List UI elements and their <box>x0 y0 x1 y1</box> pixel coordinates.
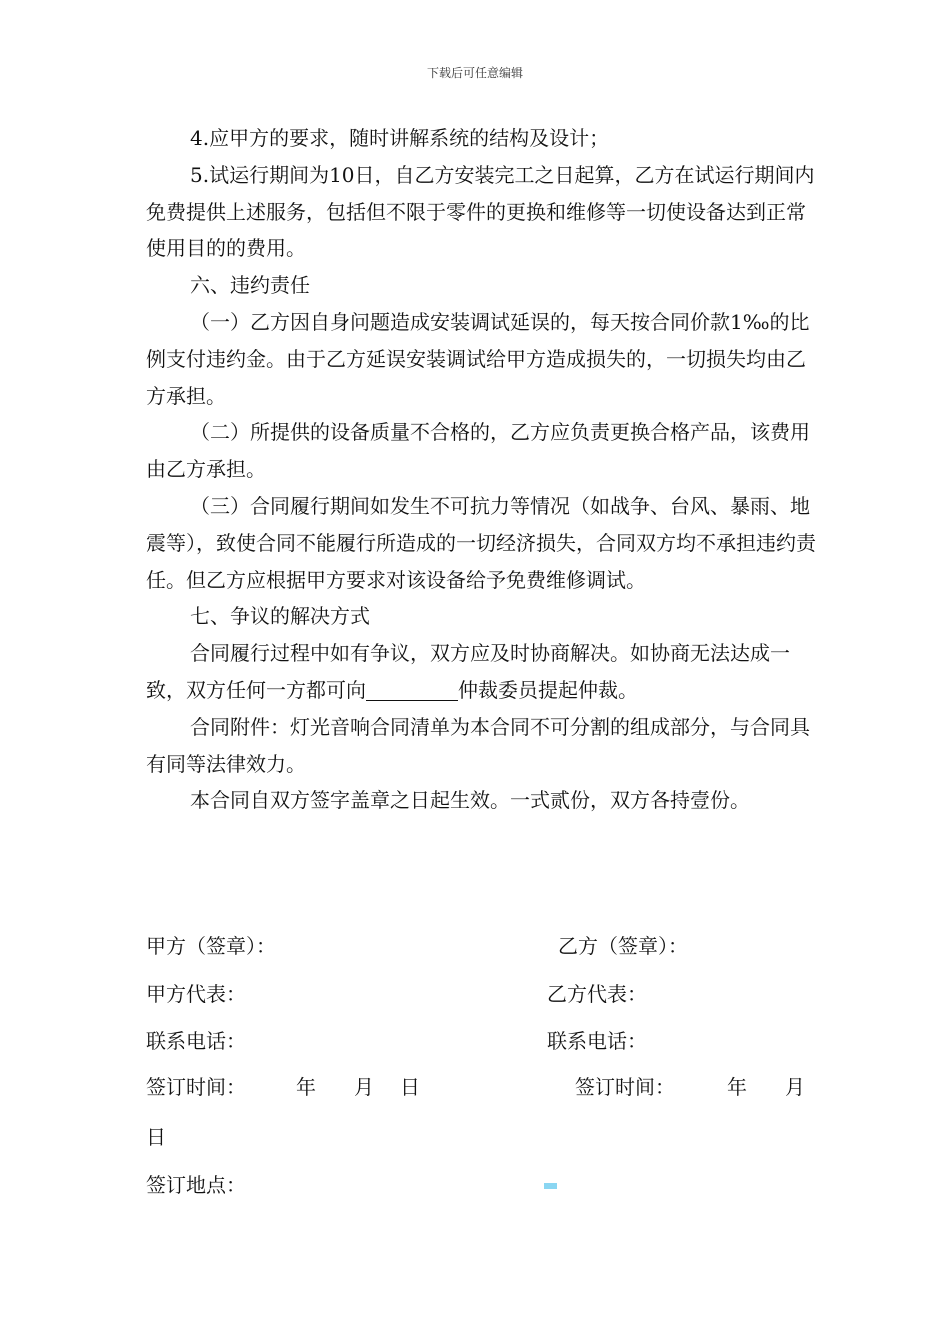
party-a-seal-label: 甲方（签章）： <box>146 934 276 958</box>
clause-6-2: （二）所提供的设备质量不合格的，乙方应负责更换合格产品，该费用由乙方承担。 <box>146 420 810 482</box>
signing-place-label: 签订地点： <box>146 1173 246 1197</box>
clause-6-3: （三）合同履行期间如发生不可抗力等情况（如战争、台风、暴雨、地震等），致使合同不能履行所造成的一切经济损失，合同双方均不承担违约责任。但乙方应根据甲方要求对该设备给予免费维修调试。 <box>146 493 816 592</box>
section-6-heading: 六、违约责任 <box>190 273 310 298</box>
party-b-rep-label: 乙方代表： <box>547 982 647 1006</box>
dispute-text-before: 合同履行过程中如有争议，双方应及时协商解决。如协商无法达成一致，双方任何一方都可向 <box>146 641 790 702</box>
contract-body <box>146 120 816 819</box>
party-b-day: 日 <box>146 1125 166 1149</box>
party-b-phone-label: 联系电话： <box>547 1029 647 1053</box>
party-a-rep-label: 甲方代表： <box>146 982 246 1006</box>
clause-4: 4.应甲方的要求，随时讲解系统的结构及设计； <box>190 126 610 150</box>
party-a-day: 日 <box>400 1075 420 1099</box>
party-a-date-label: 签订时间： <box>146 1075 246 1099</box>
attachment-clause: 合同附件：灯光音响合同清单为本合同不可分割的组成部分，与合同具有同等法律效力。 <box>146 714 810 776</box>
clause-5: 5.试运行期间为10日，自乙方安装完工之日起算，乙方在试运行期间内免费提供上述服务，包括但不限于零件的更换和维修等一切使设备达到正常使用目的的费用。 <box>146 162 815 261</box>
party-a-phone-label: 联系电话： <box>146 1029 246 1053</box>
dispute-clause <box>146 635 816 709</box>
page-header-note: 下载后可任意编辑 <box>426 66 523 80</box>
section-7-heading: 七、争议的解决方式 <box>190 604 370 629</box>
party-a-year: 年 <box>296 1075 316 1099</box>
party-b-month: 月 <box>785 1075 805 1099</box>
highlight-marker <box>544 1183 557 1189</box>
effective-clause: 本合同自双方签字盖章之日起生效。一式贰份，双方各持壹份。 <box>190 788 750 813</box>
party-b-date-label: 签订时间： <box>575 1075 675 1099</box>
clause-6-1: （一）乙方因自身问题造成安装调试延误的，每天按合同价款1‰的比例支付违约金。由于乙方延误安装调试给甲方造成损失的，一切损失均由乙方承担。 <box>146 309 810 408</box>
party-a-month: 月 <box>354 1075 374 1099</box>
party-b-year: 年 <box>727 1075 747 1099</box>
dispute-text-after: 仲裁委员提起仲裁。 <box>458 677 638 702</box>
party-b-seal-label: 乙方（签章）： <box>558 934 688 958</box>
arbitration-blank <box>366 680 458 701</box>
